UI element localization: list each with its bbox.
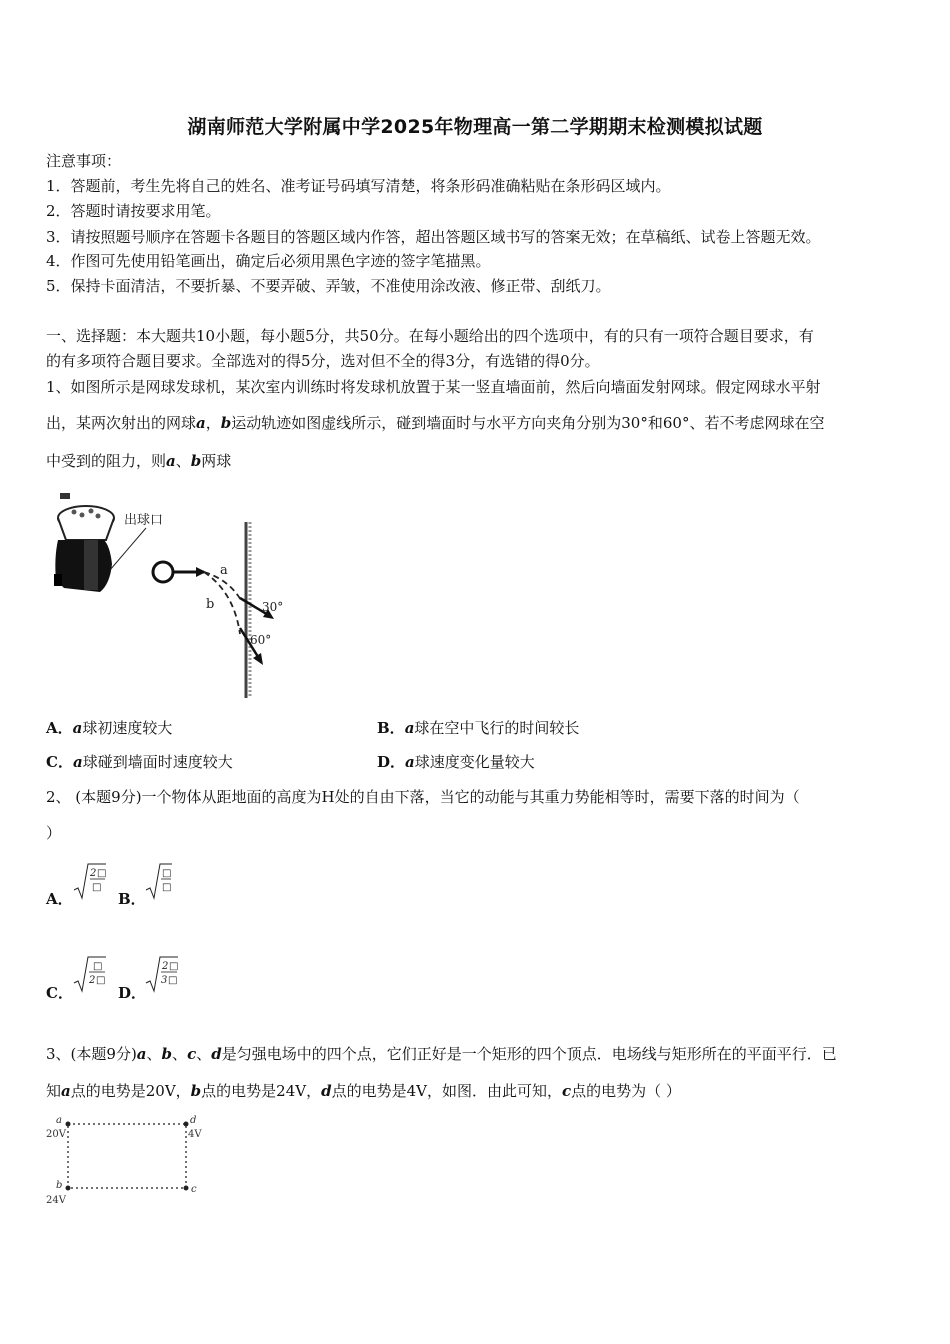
point-d	[184, 1122, 189, 1127]
ball-machine-illustration	[54, 493, 146, 592]
q2-option-a-formula	[72, 860, 108, 904]
svg-text:□: □	[92, 882, 102, 893]
q1-line3: 中受到的阻力，则a、b两球	[46, 452, 232, 470]
angle-b-label: 60°	[250, 633, 272, 647]
svg-text:□: □	[169, 961, 179, 972]
q1-option-b[interactable]: B．a球在空中飞行的时间较长	[377, 719, 580, 737]
svg-text:3: 3	[161, 975, 168, 986]
svg-text:□: □	[96, 975, 106, 986]
notice-5: 5．保持卡面清洁，不要折暴、不要弄破、弄皱，不准使用涂改液、修正带、刮纸刀。	[46, 277, 611, 295]
notice-1: 1．答题前，考生先将自己的姓名、准考证号码填写清楚，将条形码准确粘贴在条形码区域内。	[46, 177, 671, 195]
point-c-label: c	[191, 1184, 197, 1195]
q1-figure	[44, 488, 304, 703]
q2-option-b-label[interactable]: B．	[118, 890, 146, 908]
point-d-value: 4V	[188, 1129, 202, 1140]
point-b	[66, 1186, 71, 1191]
q1-line1: 1、如图所示是网球发球机，某次室内训练时将发球机放置于某一竖直墙面前，然后向墙面发射网球。假定网球水平射	[46, 378, 821, 396]
angle-a-label: 30°	[262, 600, 284, 614]
vertical-wall	[246, 522, 250, 698]
section1-intro-line1: 一、选择题：本大题共10小题，每小题5分，共50分。在每小题给出的四个选项中，有的只有一项符合题目要求，有	[46, 327, 814, 345]
point-a	[66, 1122, 71, 1127]
q3-line2: 知a点的电势是20V，b点的电势是24V，d点的电势是4V，如图．由此可知，c点的电势为（ ）	[46, 1082, 681, 1100]
svg-text:□: □	[93, 961, 103, 972]
svg-text:2: 2	[90, 868, 97, 879]
q3-rectangle-figure	[44, 1112, 224, 1212]
svg-text:2: 2	[162, 961, 169, 972]
launcher-ring	[153, 562, 173, 582]
field-rectangle	[68, 1124, 186, 1188]
section1-intro-line2: 的有多项符合题目要求。全部选对的得5分，选对但不全的得3分，有选错的得0分。	[46, 352, 600, 370]
q2-option-d-label[interactable]: D．	[118, 984, 147, 1002]
point-b-value: 24V	[46, 1195, 66, 1206]
q1-option-c[interactable]: C．a球碰到墙面时速度较大	[46, 753, 233, 771]
q2-option-c-label[interactable]: C．	[46, 984, 73, 1002]
point-a-label: a	[56, 1115, 62, 1126]
q3-line1: 3、(本题9分)a、b、c、d是匀强电场中的四个点，它们正好是一个矩形的四个顶点．电场线与矩形所在的平面平行．已	[46, 1045, 837, 1063]
q2-option-a-label[interactable]: A．	[46, 890, 73, 908]
point-d-label: d	[190, 1115, 197, 1126]
svg-text:□: □	[168, 975, 178, 986]
svg-text:□: □	[97, 868, 107, 879]
trajectory-a-label: a	[220, 563, 228, 578]
q2-option-c-formula	[72, 953, 108, 997]
q1-line2: 出，某两次射出的网球a，b运动轨迹如图虚线所示，碰到墙面时与水平方向夹角分别为30°和60°、若不考虑网球在空	[46, 414, 825, 432]
point-b-label: b	[56, 1180, 63, 1191]
outlet-label: 出球口	[124, 513, 164, 528]
q2-option-b-formula	[144, 860, 174, 904]
svg-text:□: □	[162, 882, 172, 893]
q2-option-d-formula	[144, 953, 180, 997]
notice-3: 3．请按照题号顺序在答题卡各题目的答题区域内作答，超出答题区域书写的答案无效；在草稿纸、试卷上答题无效。	[46, 228, 821, 246]
notice-heading: 注意事项：	[46, 152, 122, 170]
page-title: 湖南师范大学附属中学2025年物理高一第二学期期末检测模拟试题	[187, 116, 763, 138]
q2-line1: 2、 (本题9分)一个物体从距地面的高度为H处的自由下落，当它的动能与其重力势能相等时，需要下落的时间为（	[46, 788, 800, 806]
point-a-value: 20V	[46, 1129, 66, 1140]
point-c	[184, 1186, 189, 1191]
q1-option-a[interactable]: A．a球初速度较大	[46, 719, 173, 737]
trajectory-b-label: b	[206, 597, 215, 612]
notice-2: 2．答题时请按要求用笔。	[46, 202, 221, 220]
q1-option-d[interactable]: D．a球速度变化量较大	[377, 753, 535, 771]
notice-4: 4．作图可先使用铅笔画出，确定后必须用黑色字迹的签字笔描黑。	[46, 252, 491, 270]
q2-line2: ）	[46, 824, 62, 842]
svg-text:2: 2	[89, 975, 96, 986]
svg-text:□: □	[162, 868, 172, 879]
